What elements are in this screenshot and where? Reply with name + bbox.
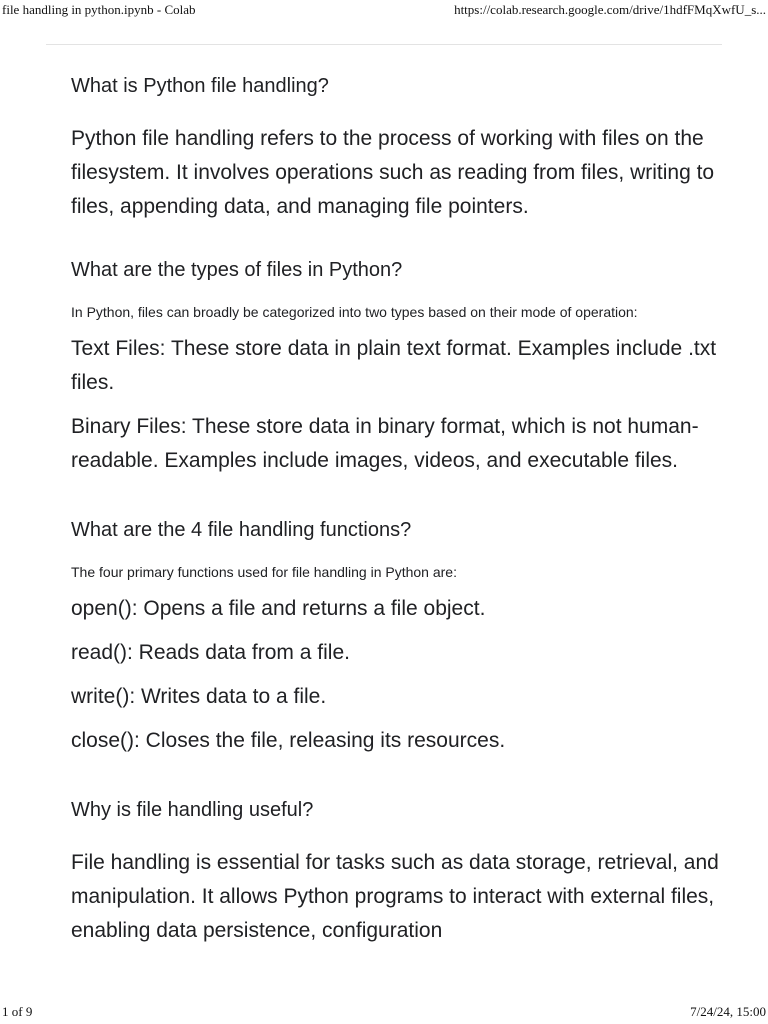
print-header: [0, 0, 768, 20]
print-datetime: 7/24/24, 15:00: [690, 1004, 766, 1019]
section-heading: What are the 4 file handling functions?: [71, 519, 412, 541]
top-divider: [46, 44, 722, 45]
section-file-handling: [71, 72, 731, 224]
section-usefulness: [71, 796, 731, 948]
list-item: Binary Files: These store data in binary format, which is not human-readable. Examples include images, videos, and executable files.: [71, 415, 699, 472]
list-item: open(): Opens a file and returns a file object.: [71, 597, 486, 620]
page-number: 1 of 9: [2, 1004, 33, 1019]
list-item: write(): Writes data to a file.: [71, 685, 327, 708]
list-item: close(): Closes the file, releasing its resources.: [71, 729, 506, 752]
notebook-content: [71, 66, 731, 986]
page-title: file handling in python.ipynb - Colab: [2, 2, 196, 17]
section-intro: In Python, files can broadly be categorized into two types based on their mode of operation:: [71, 304, 638, 320]
page-url: https://colab.research.google.com/drive/1hdfFMqXwfU_s...: [454, 2, 766, 17]
section-file-types: [71, 256, 731, 478]
section-intro: The four primary functions used for file handling in Python are:: [71, 564, 457, 580]
section-paragraph: File handling is essential for tasks such as data storage, retrieval, and manipulation. It allows Python programs to interact with external files, enabling data persistence, configuration: [71, 851, 719, 942]
print-footer: [0, 1000, 768, 1024]
section-heading: What are the types of files in Python?: [71, 259, 403, 281]
section-functions: [71, 516, 731, 758]
section-heading: Why is file handling useful?: [71, 799, 314, 821]
section-paragraph: Python file handling refers to the process of working with files on the filesystem. It involves operations such as reading from files, writing to files, appending data, and managing file pointers.: [71, 127, 715, 218]
section-heading: What is Python file handling?: [71, 75, 329, 97]
list-item: Text Files: These store data in plain text format. Examples include .txt files.: [71, 337, 717, 394]
list-item: read(): Reads data from a file.: [71, 641, 350, 664]
